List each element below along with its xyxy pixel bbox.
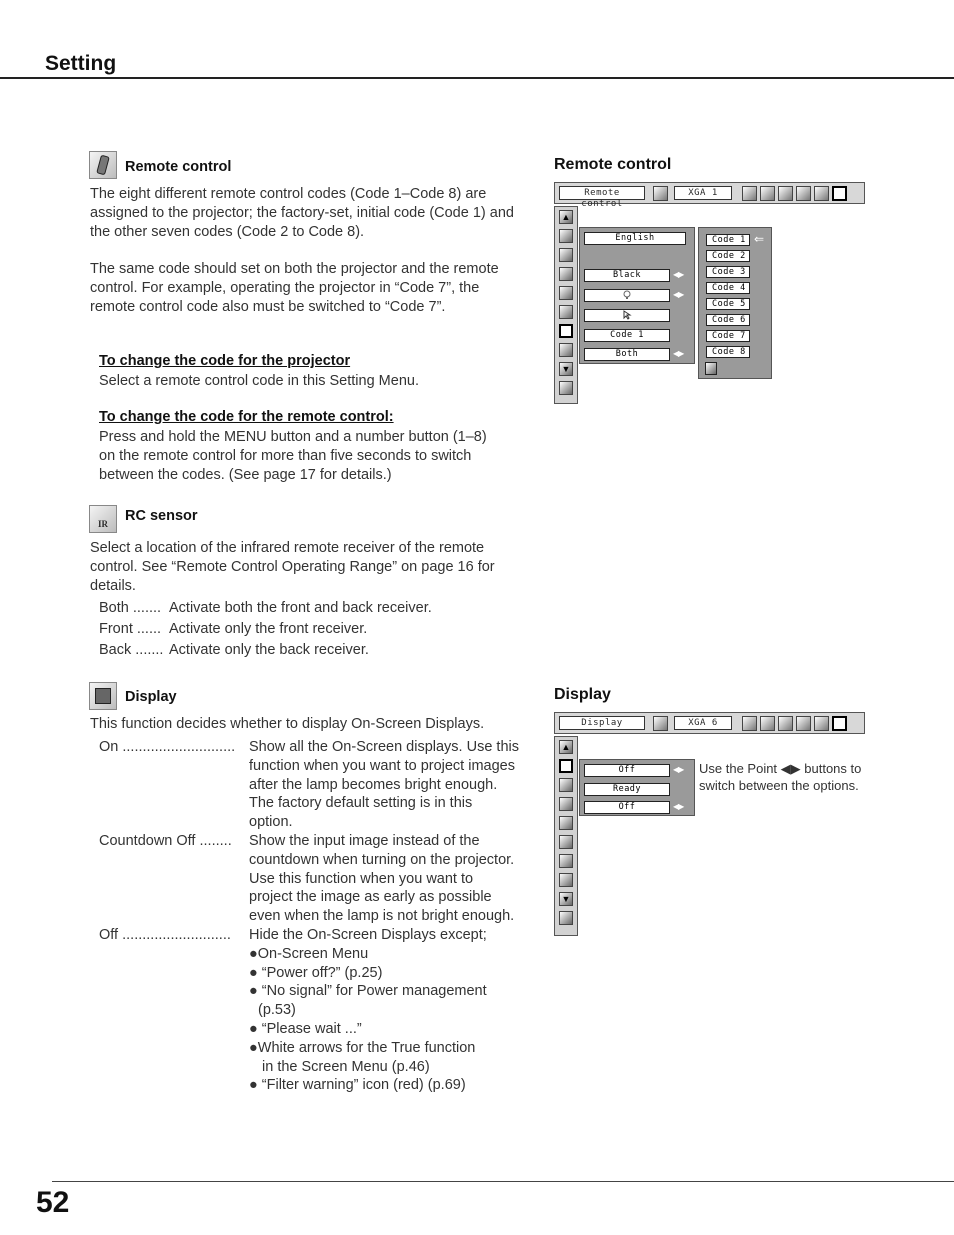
display-off-value[interactable]: Off [584, 801, 670, 814]
off-exception-item: ● “Please wait ...” [249, 1020, 362, 1037]
off-exception-item: (p.53) [258, 1002, 296, 1019]
rc-option-back: Back ....... Activate only the back receiver. [99, 642, 369, 659]
sound-icon[interactable] [814, 186, 829, 201]
input-icon[interactable] [653, 186, 668, 201]
pc-adjust-icon[interactable] [742, 186, 757, 201]
display-option-on: On ............................ Show all the On-Screen displays. Use this function when you want to project images after the lamp becomes bright enough. The factory default setting is in this option. [99, 739, 519, 831]
off-exception-item: ●White arrows for the True function [249, 1039, 476, 1056]
exit-icon[interactable] [559, 911, 573, 925]
header-rule [0, 77, 954, 79]
rc-sensor-title: RC sensor [125, 508, 198, 524]
input-icon[interactable] [653, 716, 668, 731]
remote-control-para1: The eight different remote control codes (Code 1–Code 8) are assigned to the projector; the factory-set, initial code (Code 1) and the other seven codes (Code 2 to Code 8). [90, 186, 514, 240]
image-select-icon[interactable] [760, 716, 775, 731]
remote-code-text: Press and hold the MENU button and a number button (1–8) on the remote control for more than five seconds to switch between the codes. (See page 17 for details.) [99, 429, 487, 483]
display-menu-bar-label: Display [559, 716, 645, 730]
footer-rule [52, 1181, 954, 1182]
code-option[interactable]: Code 5 [706, 298, 750, 310]
display-option-off: Off ........................... Hide the On-Screen Displays except; ●On-Screen Menu ● “Power off?” (p.25) ● “No signal” for Power management (p.53) ● “Please wait ...” ●White arrows for the True function in the Screen Menu (p.46) ● “Filter warning” icon (red) (p.69) [99, 926, 519, 1095]
rc-menu-heading: Remote control [554, 156, 672, 173]
fan-icon[interactable] [559, 816, 573, 830]
remote-control-icon [89, 151, 117, 179]
background-icon[interactable] [559, 797, 573, 811]
return-icon[interactable] [705, 362, 717, 375]
code-option[interactable]: Code 4 [706, 282, 750, 294]
scroll-up-icon[interactable]: ▲ [559, 210, 573, 224]
off-exception-item: ● “Power off?” (p.25) [249, 964, 383, 981]
pc-adjust-icon[interactable] [742, 716, 757, 731]
code-option[interactable]: Code 6 [706, 314, 750, 326]
lamp-control-icon[interactable] [559, 286, 573, 300]
scroll-down-icon[interactable]: ▼ [559, 892, 573, 906]
ceiling-icon[interactable] [559, 854, 573, 868]
image-adjust-icon[interactable] [778, 716, 793, 731]
image-select-icon[interactable] [760, 186, 775, 201]
rc-option-front: Front ...... Activate only the front receiver. [99, 621, 368, 638]
code-option[interactable]: Code 2 [706, 250, 750, 262]
rc-menu-bar-label: Remote control [559, 186, 645, 200]
rc-code-list-panel [698, 227, 772, 379]
page-number: 52 [36, 1186, 70, 1219]
rc-sensor-para: Select a location of the infrared remote receiver of the remote control. See “Remote Control Operating Range” on page 16 for details. [90, 540, 495, 594]
display-icon [89, 682, 117, 710]
warning-icon[interactable] [559, 873, 573, 887]
point-buttons-note: Use the Point ◀▶ buttons to switch between the options. [699, 761, 862, 793]
setting-icon[interactable] [832, 716, 847, 731]
display-value[interactable]: Off [584, 764, 670, 777]
display-menu-bar [554, 712, 865, 734]
display-menu-sidebar [554, 736, 578, 936]
off-exception-item: ● “Filter warning” icon (red) (p.69) [249, 1077, 466, 1094]
rc-menu-bar [554, 182, 865, 209]
left-right-arrows-icon[interactable]: ◀▶ [673, 290, 684, 299]
remote-control-title: Remote control [125, 159, 232, 175]
rc-option-both: Both ....... Activate both the front and back receiver. [99, 600, 432, 616]
blank-icon[interactable] [559, 267, 573, 281]
code-option[interactable]: Code 1 [706, 234, 750, 246]
screen-icon[interactable] [796, 716, 811, 731]
scroll-up-icon[interactable]: ▲ [559, 740, 573, 754]
projector-code-subheading: To change the code for the projector [99, 353, 351, 369]
page-title: Setting [45, 52, 117, 75]
remote-control-para2: The same code should set on both the projector and the remote control. For example, operating the projector in “Code 7”, the remote control code also must be switched to “Code 7”. [90, 261, 499, 315]
display-title: Display [125, 689, 177, 705]
off-exception-item: ●On-Screen Menu [249, 945, 369, 962]
rc-sensor-icon: IR [89, 505, 117, 533]
image-adjust-icon[interactable] [778, 186, 793, 201]
code-option[interactable]: Code 3 [706, 266, 750, 278]
key-lock-icon[interactable] [559, 835, 573, 849]
menu-position-icon[interactable] [559, 248, 573, 262]
projector-code-text: Select a remote control code in this Setting Menu. [99, 373, 419, 389]
display-menu-values-panel [579, 759, 695, 816]
scroll-down-icon[interactable]: ▼ [559, 362, 573, 376]
blank-color-value[interactable]: Black [584, 269, 670, 282]
rc-menu-bar-input: XGA 1 [674, 186, 732, 200]
sound-icon[interactable] [814, 716, 829, 731]
rc-menu-sidebar [554, 206, 578, 404]
setting-icon[interactable] [832, 186, 847, 201]
off-exception-item: ● “No signal” for Power management [249, 983, 487, 1000]
display-option-countdown-off: Countdown Off ........ Show the input image instead of the countdown when turning on the projector. Use this function when you want to project the image as early as possible even when the lamp is not bright enough. [99, 832, 515, 925]
rc-sensor-value[interactable]: Both [584, 348, 670, 361]
left-right-arrows-icon[interactable]: ◀▶ [673, 802, 684, 811]
pointer-field[interactable] [584, 309, 670, 322]
rc-sensor-icon[interactable] [559, 343, 573, 357]
countdown-value[interactable]: Ready [584, 783, 670, 796]
display-icon[interactable] [559, 759, 573, 773]
left-right-arrows-icon[interactable]: ◀▶ [673, 349, 684, 358]
logo-icon[interactable] [559, 778, 573, 792]
selection-arrow-icon: ⇐ [754, 232, 765, 246]
code-option[interactable]: Code 7 [706, 330, 750, 342]
remote-control-icon[interactable] [559, 324, 573, 338]
off-exception-item: in the Screen Menu (p.46) [262, 1058, 430, 1075]
remote-code-value[interactable]: Code 1 [584, 329, 670, 342]
display-intro: This function decides whether to display On-Screen Displays. [90, 716, 485, 732]
pointer-icon[interactable] [559, 305, 573, 319]
display-menu-bar-input: XGA 6 [674, 716, 732, 730]
screen-icon[interactable] [796, 186, 811, 201]
language-icon[interactable] [559, 229, 573, 243]
left-right-arrows-icon[interactable]: ◀▶ [673, 765, 684, 774]
lamp-icon-field[interactable] [584, 289, 670, 302]
exit-icon[interactable] [559, 381, 573, 395]
code-option[interactable]: Code 8 [706, 346, 750, 358]
display-menu-heading: Display [554, 686, 611, 703]
language-value[interactable]: English [584, 232, 686, 245]
rc-menu-values-panel [579, 227, 695, 364]
left-right-arrows-icon[interactable]: ◀▶ [673, 270, 684, 279]
remote-code-subheading: To change the code for the remote control: [99, 409, 394, 425]
